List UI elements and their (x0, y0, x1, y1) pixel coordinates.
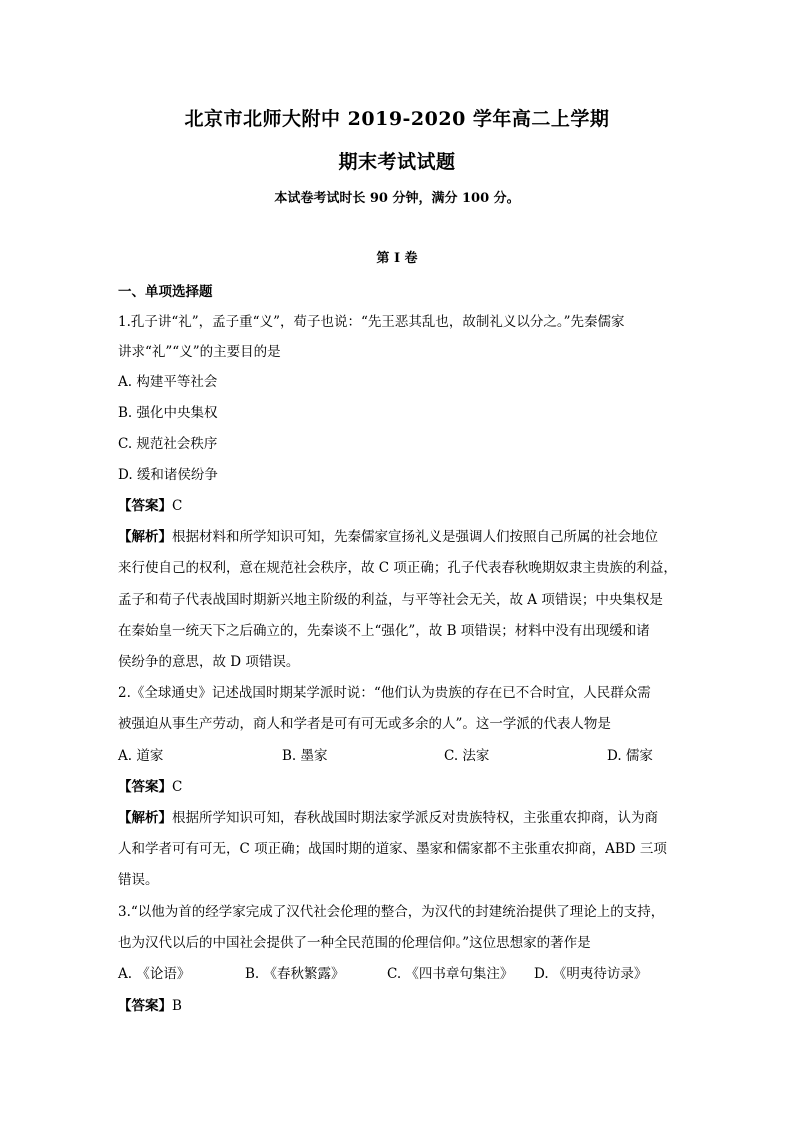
volume-title: 第 I 卷 (376, 251, 418, 266)
section-title: 一、单项选择题 (118, 284, 213, 300)
page-subtitle: 期末考试试题 (338, 151, 456, 173)
question-1-analysis-line-4: 在秦始皇一统天下之后确立的，先秦谈不上“强化”，故 B 项错误；材料中没有出现缓和诸 (118, 623, 650, 639)
question-3-stem-line-1: 3.“以他为首的经学家完成了汉代社会伦理的整合，为汉代的封建统治提供了理论上的支持， (118, 904, 665, 920)
question-1-analysis-line-2: 来行使自己的权利，意在规范社会秩序，故 C 项正确；孔子代表春秋晚期奴隶主贵族的利益， (118, 560, 677, 576)
question-3-option-c: C. 《四书章句集注》 (387, 966, 514, 982)
question-3-stem-line-2: 也为汉代以后的中国社会提供了一种全民范围的伦理信仰。”这位思想家的著作是 (118, 935, 591, 951)
question-3-answer: 【答案】B (118, 998, 182, 1014)
question-1-analysis-line-3: 孟子和荀子代表战国时期新兴地主阶级的利益，与平等社会无关，故 A 项错误；中央集权是 (118, 592, 663, 608)
section-label: 【答案】 (118, 779, 172, 795)
question-2-analysis-line-1: 【解析】根据所学知识可知，春秋战国时期法家学派反对贵族特权，主张重农抑商，认为商 (118, 810, 658, 826)
section-label: 【答案】 (118, 998, 172, 1014)
question-2-option-c: C. 法家 (444, 748, 490, 764)
question-2-answer: 【答案】C (118, 779, 183, 795)
question-2-analysis-line-3: 错误。 (118, 872, 159, 888)
question-1-option-a: A. 构建平等社会 (118, 374, 218, 390)
question-1-stem-line-2: 讲求“礼”“义”的主要目的是 (118, 344, 281, 360)
question-2-analysis-line-2: 人和学者可有可无，C 项正确；战国时期的道家、墨家和儒家都不主张重农抑商，ABD 三项 (118, 841, 667, 857)
question-1-option-d: D. 缓和诸侯纷争 (118, 467, 218, 483)
question-2-stem-line-2: 被强迫从事生产劳动，商人和学者是可有可无或多余的人”。这一学派的代表人物是 (118, 716, 611, 732)
question-2-option-d: D. 儒家 (607, 748, 653, 764)
question-1-stem-line-1: 1.孔子讲“礼”，孟子重“义”，荀子也说：“先王恶其乱也，故制礼义以分之。”先秦儒家 (118, 314, 625, 330)
question-3-option-b: B. 《春秋繁露》 (245, 966, 345, 982)
question-2-stem-line-1: 2.《全球通史》记述战国时期某学派时说：“他们认为贵族的存在已不合时宜，人民群众需 (118, 685, 651, 701)
question-1-analysis-line-1: 【解析】根据材料和所学知识可知，先秦儒家宣扬礼义是强调人们按照自己所属的社会地位 (118, 529, 658, 545)
page-title: 北京市北师大附中 2019-2020 学年高二上学期 (184, 108, 610, 130)
question-2-option-a: A. 道家 (118, 748, 164, 764)
section-label: 【答案】 (118, 498, 172, 514)
question-1-analysis-line-5: 侯纷争的意思，故 D 项错误。 (118, 654, 300, 670)
question-3-option-d: D. 《明夷待访录》 (534, 966, 648, 982)
question-1-option-b: B. 强化中央集权 (118, 405, 218, 421)
question-1-answer: 【答案】C (118, 498, 183, 514)
question-2-option-b: B. 墨家 (282, 748, 328, 764)
section-label: 【解析】 (118, 810, 172, 826)
exam-info: 本试卷考试时长 90 分钟，满分 100 分。 (274, 191, 520, 206)
section-label: 【解析】 (118, 529, 172, 545)
question-3-option-a: A. 《论语》 (118, 966, 191, 982)
question-1-option-c: C. 规范社会秩序 (118, 436, 218, 452)
